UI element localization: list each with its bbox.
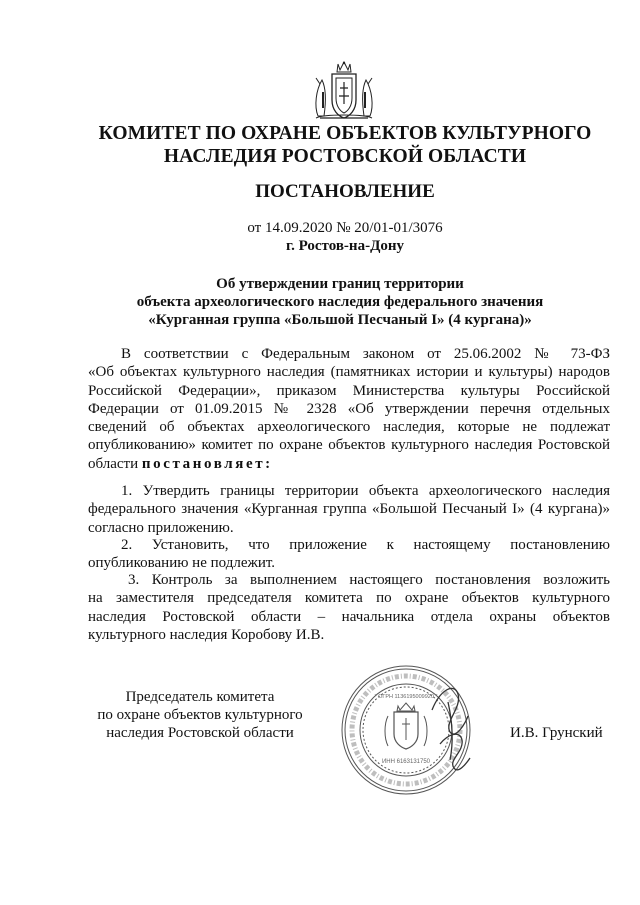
subject-line: объекта археологического наследия федерального значения [136,294,544,310]
city: г. Ростов-на-Дону [285,238,405,254]
item-line: культурного наследия Коробову И.В. [88,626,325,643]
item-line: 1. Утвердить границы территории объекта археологического наследия [121,483,610,499]
document-type: ПОСТАНОВЛЕНИЕ [255,181,435,202]
signatory-position-line: Председатель комитета [125,689,275,705]
item-line: 2. Установить, что приложение к настоящему постановлению [121,537,610,553]
official-round-seal-icon [336,660,476,800]
preamble-last-line [88,455,610,473]
item-line: наследия Ростовской области – начальника отдела охраны объектов [88,608,610,625]
item-line: на заместителя председателя комитета по охране объектов культурного [88,590,610,607]
organization-title-line: КОМИТЕТ ПО ОХРАНЕ ОБЪЕКТОВ КУЛЬТУРНОГО [98,123,592,144]
preamble-line: опубликованию» комитет по охране объектов культурного наследия Ростовской [88,437,610,454]
subject-line: Об утверждении границ территории [216,276,464,292]
preamble-line: области [88,455,142,472]
resolution-item-2 [88,536,610,573]
signatory-position-line: по охране объектов культурного [97,707,303,723]
preamble-line: «Об объектах культурного наследия (памятниках истории и культуры) народов [88,364,610,381]
date-and-number: от 14.09.2020 № 20/01-01/3076 [247,220,443,236]
item-line: 3. Контроль за выполнением настоящего постановления возложить [128,572,610,588]
item-line: согласно приложению. [88,519,234,536]
document-subject [100,275,580,329]
preamble-line: В соответствии с Федеральным законом от 25.06.2002 № 73-ФЗ [121,346,610,362]
signatory-position [95,688,305,742]
preamble-line: Российской Федерации», приказом Министерства культуры Российской [88,382,610,399]
svg-text:ИНН 6163131750: ИНН 6163131750 [381,759,431,765]
preamble-line: Федерации от 01.09.2015 № 2328 «Об утверждении перечня отдельных [88,400,610,417]
item-line: федерального значения «Курганная группа «Большой Песчаный I» (4 кургана)» [88,501,610,518]
item-line: опубликованию не подлежит. [88,555,276,572]
rostov-oblast-coat-of-arms-icon [310,58,378,122]
preamble-line: сведений об объектах археологического наследия, которые не подлежат [88,419,610,436]
signatory-position-line: наследия Ростовской области [106,725,294,741]
organization-title-line: НАСЛЕДИЯ РОСТОВСКОЙ ОБЛАСТИ [163,146,527,167]
resolution-item-1 [88,482,610,537]
svg-text:* ОГРН 1136195009920 *: * ОГРН 1136195009920 * [374,694,438,700]
subject-line: «Курганная группа «Большой Песчаный I» (4 кургана)» [148,312,532,328]
resolution-verb: постановляет: [141,455,273,472]
organization-title [60,122,630,168]
preamble-paragraph [88,345,610,473]
signatory-name: И.В. Грунский [510,725,603,741]
resolution-item-3 [88,571,610,644]
